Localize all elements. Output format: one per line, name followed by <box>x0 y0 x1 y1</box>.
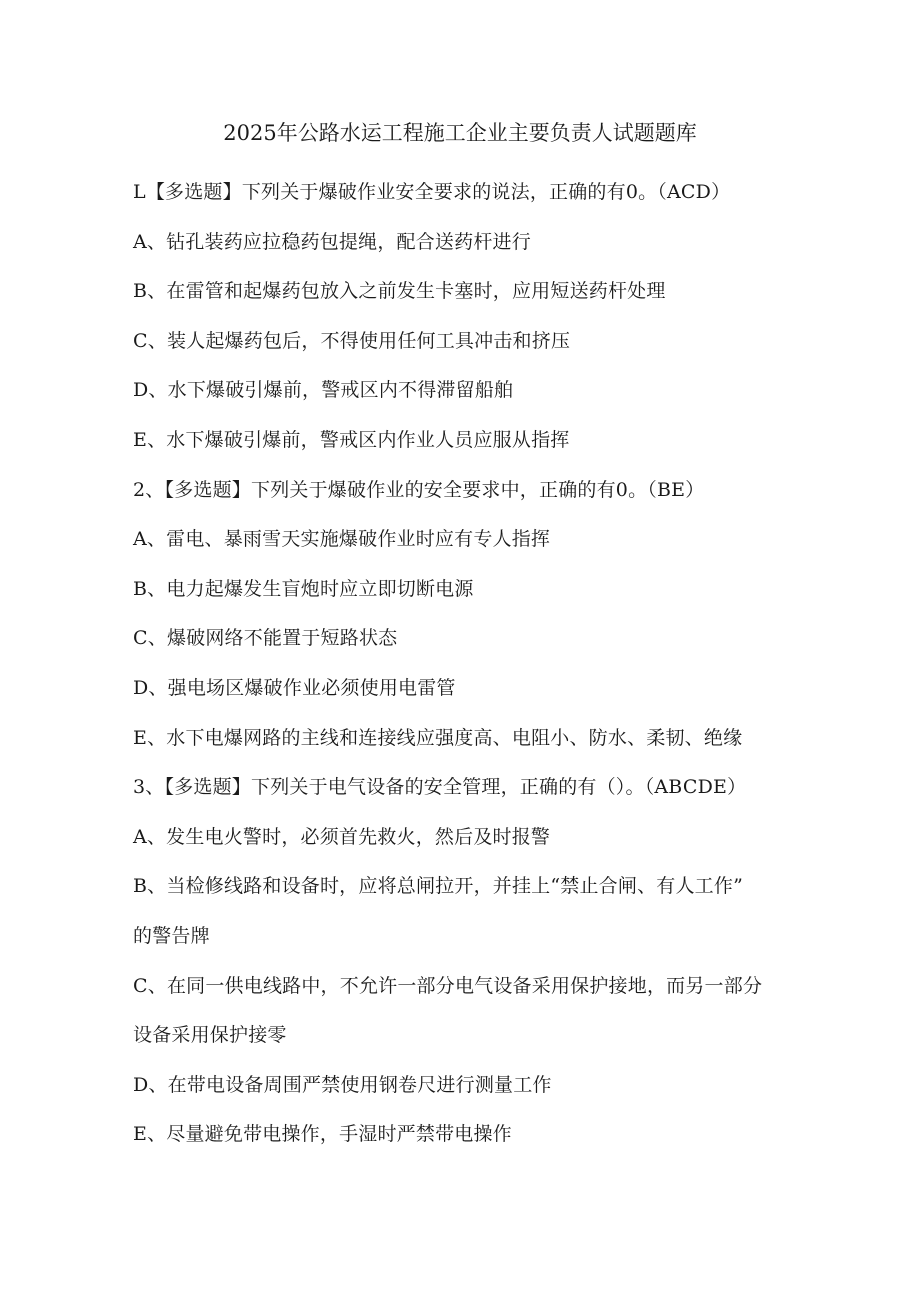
option-a: A、雷电、暴雨雪天实施爆破作业时应有专人指挥 <box>133 528 551 551</box>
question-stem: L【多选题】下列关于爆破作业安全要求的说法，正确的有0。（ACD） <box>133 181 731 203</box>
option-a: A、发生电火警时，必须首先救火，然后及时报警 <box>133 825 551 848</box>
question-3 <box>133 763 793 1160</box>
option-d: D、在带电设备周围严禁使用钢卷尺进行测量工作 <box>133 1073 552 1096</box>
question-stem: 2、【多选题】下列关于爆破作业的安全要求中，正确的有0。（BE） <box>133 478 705 501</box>
option-b: B、当检修线路和设备时，应将总闸拉开，并挂上“禁止合闸、有人工作” <box>133 875 743 898</box>
option-b: B、在雷管和起爆药包放入之前发生卡塞时，应用短送药杆处理 <box>133 280 666 303</box>
question-stem: 3、【多选题】下列关于电气设备的安全管理，正确的有（）。（ABCDE） <box>133 776 747 799</box>
option-a: A、钻孔装药应拉稳药包提绳，配合送药杆进行 <box>133 230 531 253</box>
option-d: D、水下爆破引爆前，警戒区内不得滞留船舶 <box>133 379 514 402</box>
option-e: E、尽量避免带电操作，手湿时严禁带电操作 <box>133 1123 512 1146</box>
option-c-continued: 设备采用保护接零 <box>133 1024 287 1047</box>
question-list <box>133 168 793 1160</box>
option-e: E、水下电爆网路的主线和连接线应强度高、电阻小、防水、柔韧、绝缘 <box>133 726 743 749</box>
option-d: D、强电场区爆破作业必须使用电雷管 <box>133 676 456 699</box>
option-c: C、装人起爆药包后，不得使用任何工具冲击和挤压 <box>133 329 571 352</box>
question-2 <box>133 466 793 764</box>
option-b-continued: 的警告牌 <box>133 924 210 947</box>
page-title: 2025年公路水运工程施工企业主要负责人试题题库 <box>223 121 697 145</box>
option-b: B、电力起爆发生盲炮时应立即切断电源 <box>133 577 474 600</box>
question-1 <box>133 168 793 466</box>
option-c: C、在同一供电线路中，不允许一部分电气设备采用保护接地，而另一部分 <box>133 974 763 997</box>
option-e: E、水下爆破引爆前，警戒区内作业人员应服从指挥 <box>133 428 570 451</box>
option-c: C、爆破网络不能置于短路状态 <box>133 627 398 650</box>
